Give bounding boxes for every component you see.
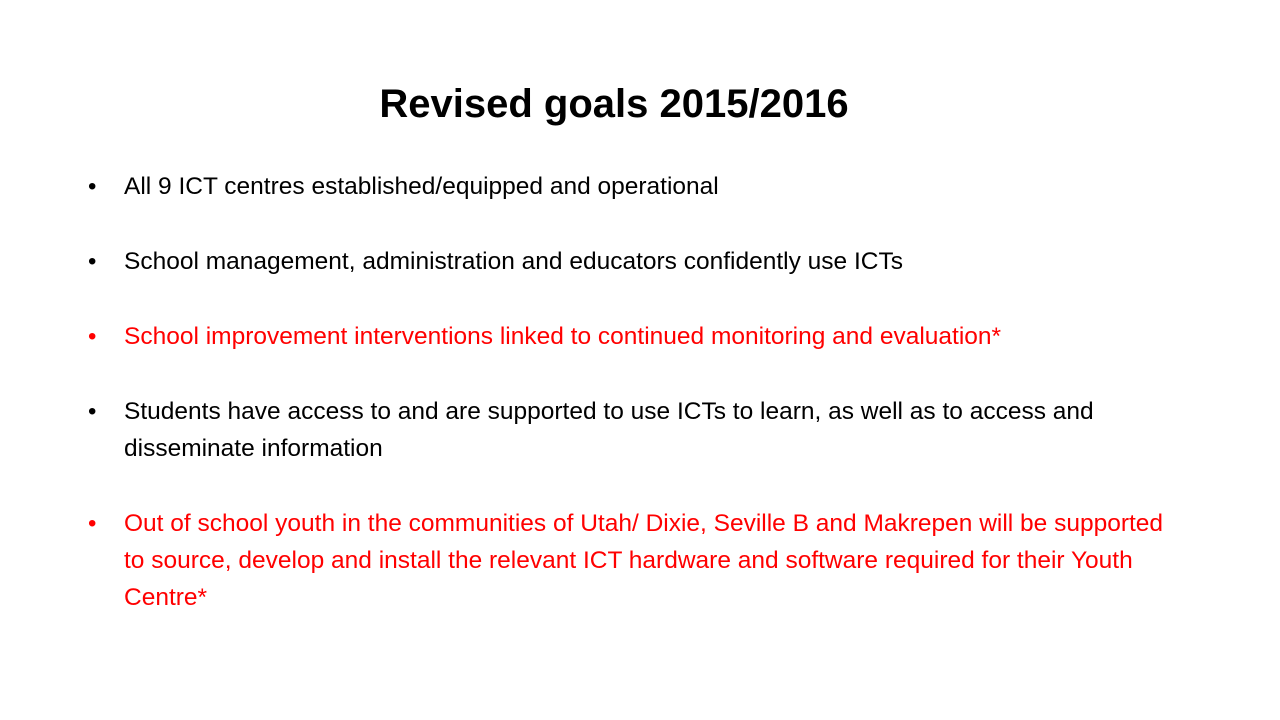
bullet-text: Out of school youth in the communities of Utah/ Dixie, Seville B and Makrepen will be supported to source, develop and install the relevant ICT hardware and software required for their Youth Centre* [124, 510, 1164, 611]
bullet-item [88, 243, 1188, 280]
bullet-dot-icon: • [88, 248, 97, 275]
bullet-text: School management, administration and educators confidently use ICTs [124, 248, 903, 275]
bullet-dot-icon: • [88, 510, 97, 537]
slide-title: Revised goals 2015/2016 [379, 82, 849, 126]
bullet-text: School improvement interventions linked to continued monitoring and evaluation* [124, 323, 1002, 350]
bullet-text: All 9 ICT centres established/equipped and operational [124, 173, 719, 200]
bullet-item [88, 505, 1188, 616]
bullet-text: Students have access to and are supported to use ICTs to learn, as well as to access and disseminate information [124, 398, 1094, 462]
bullet-dot-icon: • [88, 398, 97, 425]
bullet-item [88, 318, 1188, 355]
bullet-item [88, 393, 1188, 467]
bullet-item [88, 168, 1188, 205]
bullet-dot-icon: • [88, 173, 97, 200]
bullet-dot-icon: • [88, 323, 97, 350]
bullet-list [88, 168, 1188, 654]
